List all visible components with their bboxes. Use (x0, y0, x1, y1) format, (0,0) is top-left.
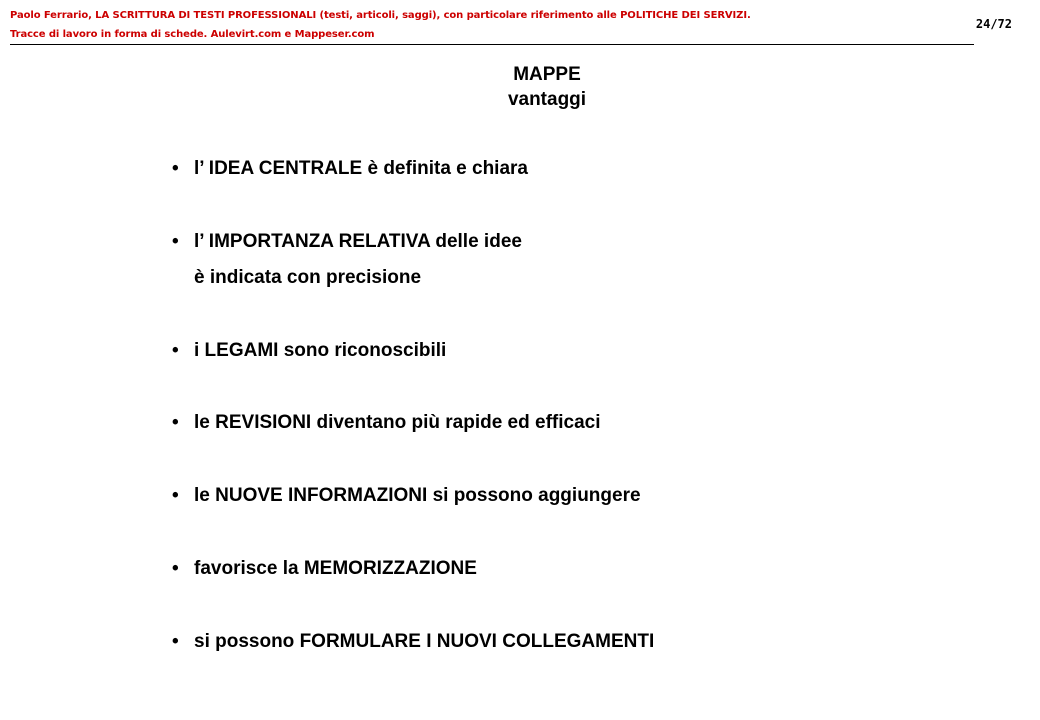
bullet-item (172, 157, 528, 181)
slide-subtitle: vantaggi (507, 89, 587, 110)
bullet-icon: • (172, 412, 179, 433)
bullet-item (172, 484, 641, 508)
bullet-icon: • (172, 631, 179, 652)
bullet-icon: • (172, 231, 179, 252)
bullet-text: i LEGAMI sono riconoscibili (194, 340, 447, 361)
bullet-text: le REVISIONI diventano più rapide ed efficaci (194, 412, 601, 433)
bullet-icon: • (172, 340, 179, 361)
bullet-item (172, 557, 477, 581)
slide-title: MAPPE (513, 64, 581, 85)
bullet-text: si possono FORMULARE I NUOVI COLLEGAMENTI (194, 631, 655, 652)
page-number: 24/72 (975, 17, 1012, 31)
bullet-text: favorisce la MEMORIZZAZIONE (194, 558, 477, 579)
bullet-icon: • (172, 158, 179, 179)
header-author-title: Paolo Ferrario, LA SCRITTURA DI TESTI PROFESSIONALI (testi, articoli, saggi), con particolare riferimento alle POLITICHE DEI SERVIZI. (10, 10, 751, 21)
bullet-item (172, 630, 654, 654)
bullet-icon: • (172, 485, 179, 506)
bullet-item (172, 411, 601, 435)
header-subtitle: Tracce di lavoro in forma di schede. Aulevirt.com e Mappeser.com (10, 29, 375, 40)
bullet-continuation: è indicata con precisione (194, 267, 422, 288)
bullet-item (172, 230, 522, 254)
bullet-text: le NUOVE INFORMAZIONI si possono aggiungere (194, 485, 641, 506)
bullet-icon: • (172, 558, 179, 579)
bullet-text: l’ IMPORTANZA RELATIVA delle idee (194, 231, 522, 252)
bullet-text: l’ IDEA CENTRALE è definita e chiara (194, 158, 528, 179)
bullet-list (172, 0, 972, 720)
bullet-item (172, 339, 446, 363)
